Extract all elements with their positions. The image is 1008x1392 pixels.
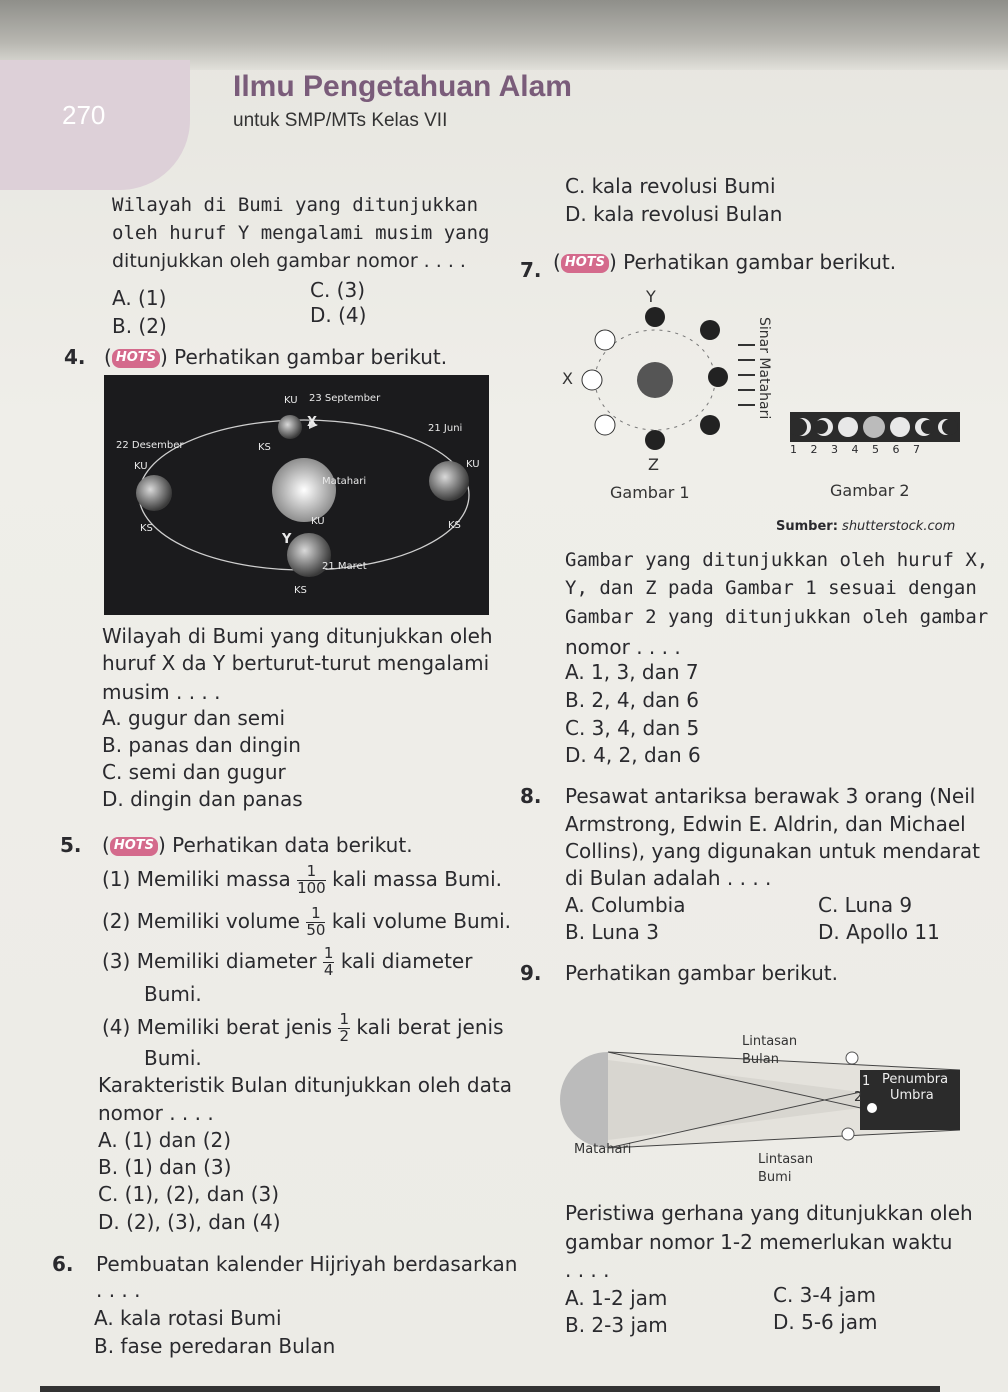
fraction-numerator: 1 [297,864,326,881]
q5-data-1-rest: kali massa Bumi. [332,866,503,891]
q9-line1: Peristiwa gerhana yang ditunjukkan oleh [565,1201,973,1225]
q6-text: Pembuatan kalender Hijriyah berdasarkan [96,1252,518,1276]
caption-gambar-2: Gambar 2 [830,481,910,500]
moon-icon [700,320,720,340]
moon-phase-numbers [790,443,920,457]
earth-december-icon [136,475,172,511]
q5-data-2 [102,906,511,939]
q5-question-line2: nomor . . . . [98,1101,214,1125]
label-ks-bottom: KS [294,585,307,596]
q5-data-4-rest: kali berat jenis [356,1014,504,1039]
fraction-denominator: 2 [339,1026,349,1045]
q3-line1: Wilayah di Bumi yang ditunjukkan [112,194,479,216]
q3-option-a: A. (1) [112,286,167,310]
q3-option-d: D. (4) [310,303,367,327]
label-z: Z [648,455,659,474]
q5-option-c: C. (1), (2), dan (3) [98,1182,280,1206]
figure-source [776,519,955,535]
label-lintasan-bumi-2: Bumi [758,1170,792,1185]
q4-option-d: D. dingin dan panas [102,787,303,811]
q5-data-1 [102,864,502,897]
q7-line4: nomor . . . . [565,635,681,659]
label-umbra: Umbra [890,1088,934,1103]
q3-line2: oleh huruf Y mengalami musim yang [112,222,490,244]
page-bottom-rule [40,1386,940,1392]
fraction [323,946,335,979]
q5-option-d: D. (2), (3), dan (4) [98,1210,281,1234]
seasons-orbit-figure [104,375,489,615]
hots-badge: HOTS [110,837,158,855]
label-sun: Matahari [322,476,367,487]
fraction-numerator: 1 [306,906,325,923]
label-x: X [562,369,573,388]
moon-icon [708,367,728,387]
caption-gambar-1: Gambar 1 [610,483,690,502]
moon-x-icon [582,370,602,390]
q4-option-b: B. panas dan dingin [102,733,301,757]
q5-option-b: B. (1) dan (3) [98,1155,232,1179]
label-ku-right: KU [466,459,480,470]
q7-option-b: B. 2, 4, dan 6 [565,688,700,712]
q9-option-a: A. 1-2 jam [565,1286,668,1310]
q7-number: 7. [520,258,542,282]
q4-option-c: C. semi dan gugur [102,760,286,784]
fraction-numerator: 1 [339,1010,349,1028]
q5-question-line1: Karakteristik Bulan ditunjukkan oleh data [98,1073,512,1097]
label-num-1: 1 [862,1074,871,1089]
q3-line3: ditunjukkan oleh gambar nomor . . . . [112,250,466,272]
label-y: Y [282,532,292,547]
q9-dots: . . . . [565,1258,610,1282]
q7-line2: Y, dan Z pada Gambar 1 sesuai dengan [565,577,977,599]
q4-number: 4. [64,345,86,369]
q8-option-d: D. Apollo 11 [818,920,940,944]
q6-number: 6. [52,1252,74,1276]
moon-phases-figure [560,285,960,515]
q9-option-b: B. 2-3 jam [565,1313,668,1337]
q5-data-3-label: (3) Memiliki diameter [102,948,317,973]
q3-option-c: C. (3) [310,278,366,302]
earth-june-icon [429,461,469,501]
q8-line3: Collins), yang digunakan untuk mendarat [565,839,980,863]
label-ku-top: KU [284,395,298,406]
moon-position-icon [867,1103,877,1113]
phase-number: 1 [790,443,797,456]
moon-phase-row [790,412,960,446]
q8-line2: Armstrong, Edwin E. Aldrin, dan Michael [565,812,966,836]
moon-z-icon [645,430,665,450]
label-june: 21 Juni [428,423,463,434]
q4-line1: Wilayah di Bumi yang ditunjukkan oleh [102,624,493,648]
q9-option-d: D. 5-6 jam [773,1310,878,1334]
label-y: Y [646,287,656,306]
q8-line4: di Bulan adalah . . . . [565,866,772,890]
label-december: 22 Desember [116,440,184,451]
hots-badge: HOTS [112,349,160,367]
label-lintasan-bumi-1: Lintasan [758,1152,814,1167]
source-text: shutterstock.com [842,519,956,534]
q7-intro-text: Perhatikan gambar berikut. [623,250,897,274]
phase-number: 2 [810,443,818,456]
q7-option-a: A. 1, 3, dan 7 [565,660,699,684]
q5-data-3 [102,946,472,979]
fraction [306,906,325,939]
q7-line3: Gambar 2 yang ditunjukkan oleh gambar [565,606,989,628]
q8-option-a: A. Columbia [565,893,686,917]
q4-line3: musim . . . . [102,680,221,704]
q5-data-2-rest: kali volume Bumi. [331,908,512,933]
q4-intro-text: Perhatikan gambar berikut. [174,345,448,369]
fraction-denominator: 100 [297,878,326,897]
q9-line2: gambar nomor 1-2 memerlukan waktu [565,1230,953,1254]
q5-data-4-cont: Bumi. [144,1046,202,1070]
q5-data-2-label: (2) Memiliki volume [102,908,300,933]
moon-phase-row-svg [790,412,960,442]
fraction-denominator: 50 [306,920,326,939]
q5-option-a: A. (1) dan (2) [98,1128,232,1152]
q8-line1: Pesawat antariksa berawak 3 orang (Neil [565,784,976,808]
hots-badge: HOTS [561,254,609,272]
q7-intro: ( HOTS ) Perhatikan gambar berikut. [553,250,897,274]
phase-number: 7 [913,443,920,456]
q5-data-3-rest: kali diameter [340,948,473,973]
book-title: Ilmu Pengetahuan Alam [233,70,572,103]
book-subtitle: untuk SMP/MTs Kelas VII [233,110,448,131]
q6-dots: . . . . [96,1278,141,1302]
label-lintasan-bulan-1: Lintasan [742,1034,798,1049]
fraction [338,1012,350,1045]
label-ku-mid: KU [311,516,325,527]
sun-icon [272,458,336,522]
q9-number: 9. [520,961,542,985]
q5-data-1-label: (1) Memiliki massa [102,866,291,891]
q5-data-4 [102,1012,504,1045]
q8-option-b: B. Luna 3 [565,920,659,944]
moon-icon [842,1128,854,1140]
q9-option-c: C. 3-4 jam [773,1283,876,1307]
phase-number: 5 [872,443,879,456]
q5-data-4-label: (4) Memiliki berat jenis [102,1014,333,1039]
q7-line1: Gambar yang ditunjukkan oleh huruf X, [565,549,989,571]
earth-icon [637,362,673,398]
fraction [297,864,326,897]
sunlight-arrows [738,345,755,405]
label-ks-right: KS [448,520,461,531]
q6-option-c: C. kala revolusi Bumi [565,174,776,198]
label-matahari: Matahari [574,1142,632,1157]
fraction-numerator: 1 [323,944,334,962]
q7-option-c: C. 3, 4, dan 5 [565,716,700,740]
q6-option-a: A. kala rotasi Bumi [94,1306,282,1330]
phase-number: 6 [892,443,900,456]
label-ks-left: KS [258,442,271,453]
q5-intro-text: Perhatikan data berikut. [172,833,413,857]
q5-number: 5. [60,833,82,857]
earth-september-icon [278,415,302,439]
q6-option-b: B. fase peredaran Bulan [94,1334,336,1358]
page-number: 270 [62,100,106,130]
q7-option-d: D. 4, 2, dan 6 [565,743,701,767]
label-sunlight: Sinar Matahari [756,317,772,420]
label-march: 21 Maret [322,561,367,572]
q8-number: 8. [520,784,542,808]
label-ks-far-left: KS [140,523,153,534]
q3-option-b: B. (2) [112,314,167,338]
q4-option-a: A. gugur dan semi [102,706,286,730]
label-ku-left: KU [134,461,148,472]
phase-number: 3 [831,443,838,456]
moon-icon [700,415,720,435]
q9-intro: Perhatikan gambar berikut. [565,961,838,985]
label-penumbra: Penumbra [882,1072,949,1087]
phase-number: 4 [851,443,859,456]
q5-data-3-cont: Bumi. [144,982,202,1006]
label-x: X [307,415,318,430]
q4-intro: ( HOTS ) Perhatikan gambar berikut. [104,345,448,369]
moon-icon [595,330,615,350]
q5-intro: ( HOTS ) Perhatikan data berikut. [102,833,413,857]
moon-icon [846,1052,858,1064]
orbit-svg [104,375,489,615]
q6-option-d: D. kala revolusi Bulan [565,202,783,226]
label-num-2: 2 [854,1090,863,1105]
label-september: 23 September [309,393,381,404]
q8-option-c: C. Luna 9 [818,893,913,917]
fraction-denominator: 4 [323,960,334,979]
moon-icon [595,415,615,435]
q4-line2: huruf X da Y berturut-turut mengalami [102,651,490,675]
eclipse-figure [560,1030,960,1190]
source-label: Sumber: [776,519,838,534]
moon-y-icon [645,307,665,327]
label-lintasan-bulan-2: Bulan [742,1052,779,1067]
